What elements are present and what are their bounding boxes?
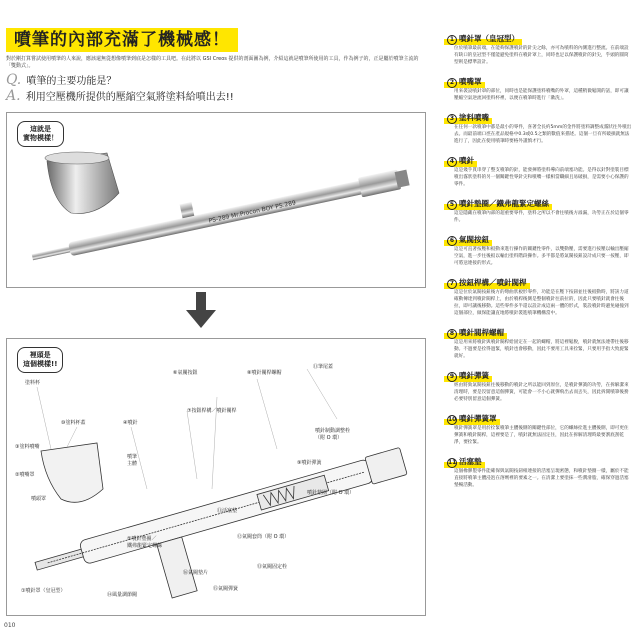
section-4-heading <box>444 156 477 167</box>
label-valve-button: ⑥氣閥按鈕 <box>173 370 198 376</box>
diagram-tail <box>365 447 407 484</box>
section-9-number: 9 <box>447 372 457 382</box>
section-10-title: 噴針彈簧罩 <box>459 414 497 423</box>
label-lever-parts: ⑦按鈕桿構／噴針閥桿 <box>187 408 237 414</box>
a-mark: A. <box>6 88 21 104</box>
section-3-body: 在任何一款噴筆中都是最小的零件，喜著全長約5mm的金件將塗料調整成霧狀往外噴出去。而最前端口徑在產品規格中0.3或0.5之類的數值來描述。這個一旦有所破損就無法進行了，因此在使用噴筆時要格外謹慎才行。 <box>454 125 632 144</box>
section-7-body: 這是位於氣閥按鈕後方的彎曲狀板形零件，功能是在壓下按鈕並往後扳動時，將該力道確動傳達到噴針閥桿上，由於噴桿後側是整個噴針往前拉的，因此只要噴針就會往後拉，即可讓後移動。這些零件多半還以設計成這兩一體的形式，裝設噴針時避免碰撞到這個部位，做保能讓直地將噴針裝進噴筆機構當中。 <box>454 290 629 316</box>
section-1-title: 噴針罩（皇冠型） <box>459 34 519 43</box>
section-11-number: 11 <box>448 459 457 466</box>
section-8-number: 8 <box>447 329 457 339</box>
question-text: 噴筆的主要功能是？ <box>26 76 117 87</box>
photo-nozzle <box>32 246 72 260</box>
section-7-number: 7 <box>447 279 457 289</box>
section-5-heading <box>444 199 552 210</box>
section-1-heading <box>444 34 522 45</box>
airbrush-photo <box>7 113 425 287</box>
section-11-title: 活塞墊 <box>459 457 482 466</box>
label-air-adjust: ⑭風量調節閥 <box>107 592 138 598</box>
section-10 <box>444 406 632 446</box>
diagram-callout-line1: 裡頭是 <box>29 351 51 359</box>
section-2-number: 2 <box>447 78 457 88</box>
section-3 <box>444 105 632 145</box>
label-tail-cap: ⑪筆尾蓋 <box>313 364 334 370</box>
section-5-body: 這是隱藏在噴筆內部的超重要零件，塗料之所以不會往噴後方溢漏，功勞正在於這個零件。 <box>454 211 629 223</box>
label-valve-stem: ⑬氣閥固定栓 <box>257 564 288 570</box>
section-2-heading <box>444 77 485 88</box>
section-6-body: 這是可直著按壓和扳動來進行操作的關鍵性零件，以雙動壓，需要進行按壓以輸出壓縮空氣，進一步往後扳以輸出塗料階段操作。多半都是將氣閥按鈕設計成只要一按壓，即可將送連接的形式。 <box>454 247 629 266</box>
section-6-number: 6 <box>447 236 457 246</box>
page-number: 010 <box>4 622 16 629</box>
section-7-heading <box>444 278 530 289</box>
section-10-heading <box>444 414 500 425</box>
section-9-title: 噴針彈簧 <box>459 371 489 380</box>
section-3-title: 塗料噴嘴 <box>459 113 489 122</box>
label-needle-packing: 噴針墊圈（附 O 環） <box>307 490 355 496</box>
label-valve-spring: ⑮氣閥彈簧 <box>213 586 239 592</box>
parts-description-column <box>444 26 632 492</box>
photo-callout-line2: 實物模樣！ <box>23 134 58 142</box>
airbrush-photo-panel <box>6 112 426 288</box>
intro-text: 對於剛打算嘗試使用噴筆的人來說，應該還無從想像噴筆到底是怎樣的工具吧。在此將以 GSI Creos 提供的剖面圖為例，介紹這就是噴筆所使用的工具，作為例子的，正是屬於噴筆主流的「雙動式」。 <box>6 56 419 69</box>
section-3-heading <box>444 113 492 124</box>
label-spray-head: 噴頭罩 <box>31 496 47 502</box>
section-3-number: 3 <box>447 114 457 124</box>
section-11 <box>444 449 632 489</box>
section-1-number: 1 <box>447 35 457 45</box>
section-5-number: 5 <box>447 200 457 210</box>
section-2-title: 噴嘴罩 <box>459 77 482 86</box>
question-line <box>6 72 116 88</box>
section-2 <box>444 69 632 102</box>
label-nozzle-tip: ③塗料噴嘴 <box>15 444 40 450</box>
label-cup-lid: ⑩塗料杯蓋 <box>61 420 86 426</box>
section-8-heading <box>444 328 507 339</box>
label-piston: ⑪活塞墊 <box>217 508 238 514</box>
label-needle-adjust: 噴針制動調整栓 （附 O 環） <box>315 428 351 441</box>
section-7-title: 按鈕桿構／噴針閥桿 <box>459 278 527 287</box>
answer-line <box>6 88 234 104</box>
photo-cup-rim <box>45 152 109 164</box>
section-4-number: 4 <box>447 157 457 167</box>
diagram-callout-line2: 這個模樣!! <box>23 360 58 368</box>
section-11-heading <box>444 457 485 468</box>
section-8-body: 這是用來將噴針與噴針閥桿給固定在一起的螺帽，將這裡鬆脫，噴針就無法連帶往後移動。不過要是拴得過緊，噴針也會移動，因此不要用工具來拴緊，只要用手指大致旋緊就好。 <box>454 340 629 359</box>
section-10-body: 噴針彈簧罩是用於拴緊噴筆主體後側的關鍵性部位，它的螺絲拴進主體後側，即可更住彈簧和噴針閥桿，這裡要是了，噴針就無法固定住，因此在拆解清理時最要割底刮乾淨，要拴緊。 <box>454 426 629 445</box>
section-8-title: 噴針閥桿螺帽 <box>459 328 504 337</box>
section-4 <box>444 148 632 188</box>
label-valve-body: ⑯氣閥墊片 <box>183 570 209 576</box>
photo-callout <box>17 121 64 147</box>
section-5 <box>444 191 632 224</box>
section-10-number: 10 <box>448 416 457 423</box>
label-main-body: 噴筆 主體 <box>127 454 138 467</box>
section-9 <box>444 363 632 403</box>
section-4-body: 這是幾乎貫串穿了整支噴筆的針，能發揮將塗料導向前端塞功能。是得以針對塗裝目標噴出霧狀塗料的另一個關鍵性零針尖和噴嘴一樣相當纖細且易破損，是需要小心保護的零件。 <box>454 168 629 187</box>
photo-engraving: PS-289 Mr.Procon BOY PS.289 <box>208 199 297 225</box>
label-needle: ④噴針 <box>123 420 138 426</box>
photo-tail <box>358 170 401 198</box>
section-6-heading <box>444 235 492 246</box>
label-air-nozzle: ②噴嘴罩 <box>15 472 35 478</box>
section-1 <box>444 26 632 66</box>
section-6 <box>444 227 632 267</box>
section-9-heading <box>444 371 492 382</box>
cutaway-drawing <box>7 339 425 615</box>
section-1-body: 位於噴筆最前端，在能夠保護噴針的針尖之餘，亦可為噴料的內側進行整流。在前端設有缺口的皇冠型不僅能避免塗料在噴針罩上，同時也足以保護噴針的針尖，乎頭的圓筒型則是標準設計。 <box>454 46 629 65</box>
section-5-title: 噴針墊圈／鐵弗龍緊定螺絲 <box>459 199 549 208</box>
airbrush-cutaway-panel <box>6 338 426 616</box>
down-arrow-icon <box>186 292 216 328</box>
answer-text: 利用空壓機所提供的壓縮空氣將塗料給噴出去!! <box>25 92 234 103</box>
label-valve-cover: ⑫氣閥套筒（附 O 環） <box>237 534 290 540</box>
label-needle-cap: ①噴針罩（皇冠型） <box>21 588 66 594</box>
diagram-valve <box>157 537 197 598</box>
label-spring: ⑨噴針彈簧 <box>297 460 322 466</box>
photo-trigger <box>180 202 195 218</box>
section-11-body: 這個橡膠製零件能確保與氣閥按鈕相連接的活塞呈現密態，和噴針墊圈一樣，屬於不能直接將噴筆主體浸泡在溶劑裡的要素之一。在清潔上要塗抹一些潤滑脂，確保穿過活塞墊暢活動。 <box>454 469 629 488</box>
diagram-cup <box>41 443 103 502</box>
section-6-title: 氣閥按鈕 <box>459 235 489 244</box>
q-mark: Q. <box>6 72 22 88</box>
section-4-title: 噴針 <box>459 156 474 165</box>
page-heading: 噴筆的內部充滿了機械感！ <box>6 28 238 52</box>
label-seal-packing: ⑤噴針墊圈／ 鐵弗龍緊定螺絲 <box>127 536 163 549</box>
label-cup: 塗料杯 <box>25 380 41 386</box>
section-9-body: 經由將勁氣閥按鈕往後移動的噴針之所以能回到原位，是噴針彈簧的功勞，在拆解潔來清理時，要是沒留意這個彈簧，可能會一不小心就彈飛出去而丟失，因此拆開噴筆後務必要特別留意這個彈簧。 <box>454 383 629 402</box>
section-8 <box>444 320 632 360</box>
section-7 <box>444 270 632 317</box>
label-chuck: ⑧噴針閥桿螺帽 <box>247 370 282 376</box>
section-2-body: 用來裝設噴針罩的部位，同時也是能保護塗料噴嘴的外罩，這種稍微鬆開的話，即可讓壓縮空氣逆流回塗料杯裡，以便在噴筆時進行「漱洗」。 <box>454 89 629 101</box>
photo-callout-line1: 這就是 <box>30 125 51 133</box>
